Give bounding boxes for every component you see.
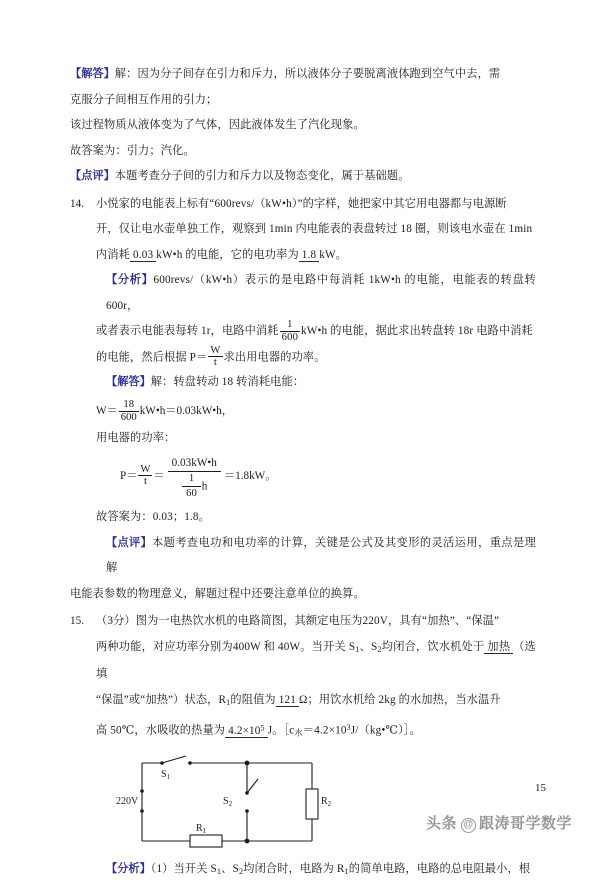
q14-stem-pre: 内消耗 <box>96 248 131 261</box>
q15-stem-tail-2: （选填 <box>96 640 536 681</box>
compound-denominator-unit: h <box>201 481 208 493</box>
r1-subscript: 1 <box>344 866 349 876</box>
fraction-denominator: t <box>138 475 152 487</box>
q14-blank-power: 1.8 <box>299 249 319 262</box>
fraction-18-over-600 <box>119 399 139 423</box>
q14-equation-energy <box>96 396 536 426</box>
question-15 <box>70 609 536 884</box>
equation-rhs: kW•h＝0.03kW•h， <box>139 404 233 417</box>
q13-comment-line <box>70 164 536 190</box>
fraction-denominator: 60 <box>182 486 201 499</box>
fraction-numerator: 1 <box>287 319 293 331</box>
q15-score: （3分） <box>96 615 136 628</box>
q15-stem-post-2: 均闭合，饮水机处于 <box>381 640 485 653</box>
q14-equation-power <box>96 457 536 499</box>
q14-analysis-text-1: 600revs/（kW•h）表示的是电路中每消耗 1kW•h 的电能，电能表的转盘转 600r， <box>106 274 536 312</box>
q14-blank-energy: 0.03 <box>130 249 156 262</box>
q15-stem-line-3 <box>96 688 536 716</box>
q15-number: 15. <box>70 615 84 628</box>
q15-stem-pre-2: 两种功能，对应功率分别为400W 和 40W。当开关 S <box>96 640 356 653</box>
circuit-source-label: 220V <box>116 795 139 807</box>
q13-answer-line-2: 克服分子间相互作用的引力； <box>70 93 218 106</box>
q15-blank-heat <box>225 725 268 738</box>
switch1-subscript: 1 <box>355 644 360 654</box>
q14-analysis-pre: 或者表示电能表每转 1r，电路中消耗 <box>96 325 279 337</box>
q14-analysis-line-3 <box>96 345 536 371</box>
q15-stem-pre-3: “保温”或“加热”）状态，R <box>96 693 227 706</box>
fraction-denominator: t <box>208 356 222 368</box>
watermark <box>426 812 572 833</box>
q14-analysis-line-1 <box>96 268 536 319</box>
fraction-one-over-60 <box>182 473 201 499</box>
q15-blank-heat-exponent: 5 <box>260 723 265 733</box>
circuit-resistor1-label: $R_1$ <box>196 822 207 835</box>
q14-stem-line-1: 小悦家的电能表上标有“600revs/（kW•h）”的字样，她把家中其它用电器都与电源断 <box>96 197 507 210</box>
at-icon: @ <box>461 818 476 833</box>
q14-number: 14. <box>70 197 84 210</box>
circuit-switch2-label: $S_2$ <box>223 795 233 808</box>
q14-answer-intro-text: 解：转盘转动 18 转消耗电能： <box>150 376 305 389</box>
equation-result: ＝1.8kW。 <box>223 470 277 483</box>
answer-tag: 【解答】 <box>70 68 115 80</box>
watermark-name: 跟涛哥学数学 <box>478 815 572 832</box>
compound-fraction <box>168 457 221 499</box>
q13-comment-text: 本题考查分子间的引力和斥力以及物态变化，属于基础题。 <box>114 170 410 182</box>
q14-stem-line-2: 开，仅让电水壶单独工作，观察到 1min 内电能表的表盘转过 18 圈，则该电水壶在 1min <box>96 223 533 235</box>
watermark-prefix: 头条 <box>425 815 457 832</box>
q15-stem-eq-4: ＝4.2×10 <box>302 725 347 738</box>
equation-lhs: W＝ <box>96 404 118 417</box>
q15-stem-line-1 <box>96 609 536 635</box>
document-body <box>70 62 536 884</box>
fraction-numerator: W <box>140 463 151 475</box>
q15-stem-post-3: Ω；用饮水机给 2kg 的水加热，当水温升 <box>299 693 501 706</box>
circuit-switch1-label: $S_1$ <box>161 768 171 781</box>
q15-stem-post-4: J/（kg•℃）］。 <box>350 725 421 738</box>
q14-stem-line-3 <box>96 243 536 269</box>
fraction-numerator: 18 <box>123 399 135 411</box>
equation-equals: ＝ <box>153 470 165 483</box>
circuit-resistor2-label: $R_2$ <box>321 795 332 808</box>
switch2-subscript: 2 <box>377 644 382 654</box>
q14-stem-mid: kW•h 的电能，它的电功率为 <box>156 248 299 261</box>
fraction-one-over-600 <box>280 319 300 343</box>
r1-subscript: 1 <box>226 697 231 707</box>
q13-answer-block <box>70 62 536 190</box>
q13-answer-line-3: 该过程物质从液体变为了气体，因此液体发生了汽化现象。 <box>70 119 365 131</box>
circuit-diagram <box>116 755 346 853</box>
fraction-w-over-t <box>208 345 222 369</box>
q15-blank-heat-base: 4.2×10 <box>228 725 261 738</box>
q15-stem-line-4 <box>96 715 536 746</box>
q15-blank-resistance: 121 <box>276 694 299 707</box>
q14-stem-post: kW。 <box>319 248 348 261</box>
question-14 <box>70 192 536 608</box>
q14-power-label: 用电器的功率： <box>96 431 176 444</box>
q15-stem-line-2 <box>96 635 536 688</box>
comment-tag: 【点评】 <box>106 536 152 549</box>
q14-analysis-formula-pre: 的电能，然后根据 P＝ <box>96 350 208 363</box>
switch2-subscript: 2 <box>238 866 244 876</box>
fraction-denominator: 600 <box>281 331 299 343</box>
q14-final-answer: 故答案为：0.03；1.8。 <box>96 511 210 524</box>
q15-analysis-line-1 <box>96 857 536 884</box>
q13-answer-line-1 <box>70 62 536 88</box>
q14-comment-line-1 <box>96 531 536 582</box>
q13-answer-text-1: 解：因为分子间存在引力和斥力，所以液体分子要脱离液体跑到空气中去，需 <box>114 68 501 80</box>
fraction-numerator: 1 <box>188 473 195 485</box>
fraction-denominator: 600 <box>120 411 137 423</box>
compound-denominator <box>168 471 221 499</box>
compound-numerator: 0.03kW•h <box>171 457 217 470</box>
fraction-w-over-t <box>138 464 152 488</box>
q15-blank-state: 加热 <box>484 641 513 654</box>
q14-comment-line-2: 电能表参数的物理意义，解题过程中还要注意单位的换算。 <box>70 587 365 600</box>
q15-analysis-mid: 、S <box>221 862 239 875</box>
equation-lhs: P＝ <box>120 470 138 483</box>
q15-stem-mid-3: 的阻值为 <box>230 693 276 706</box>
q15-stem-text-1: 图为一电热饮水机的电路简图，其额定电压为220V，具有“加热”、“保温” <box>135 615 500 628</box>
q14-analysis-line-2 <box>96 319 536 345</box>
q15-analysis-post: 均闭合时，电路为 R <box>243 862 345 875</box>
page-number: 15 <box>535 782 546 794</box>
q15-stem-mid-2: 、S <box>359 640 378 653</box>
q15-analysis-pre: （1）当开关 S <box>150 862 217 875</box>
specific-heat-exponent: 3 <box>346 723 351 733</box>
analysis-tag: 【分析】 <box>106 274 154 286</box>
q14-comment-text-1: 本题考查电功和电功率的计算，关键是公式及其变形的灵活运用，重点是理解 <box>106 536 536 575</box>
q13-answer-line-4: 故答案为：引力；汽化。 <box>70 144 195 157</box>
q14-analysis-post: kW•h 的电能，据此求出转盘转 18r 电路中消耗 <box>301 325 533 337</box>
answer-tag: 【解答】 <box>106 376 151 389</box>
switch1-subscript: 1 <box>216 866 222 876</box>
fraction-numerator: W <box>210 344 221 356</box>
q15-stem-mid-4: J。［c <box>267 725 295 738</box>
q15-stem-pre-4: 高 50℃，水吸收的热量为 <box>96 725 226 738</box>
specific-heat-subscript: 水 <box>294 729 303 739</box>
comment-tag: 【点评】 <box>70 170 115 182</box>
q14-answer-intro <box>96 370 536 396</box>
q14-analysis-formula-post: 求出用电器的功率。 <box>223 350 326 363</box>
q15-analysis-tail: 的简单电路，电路的总电阻最小，根 <box>348 862 531 875</box>
analysis-tag: 【分析】 <box>106 862 151 875</box>
